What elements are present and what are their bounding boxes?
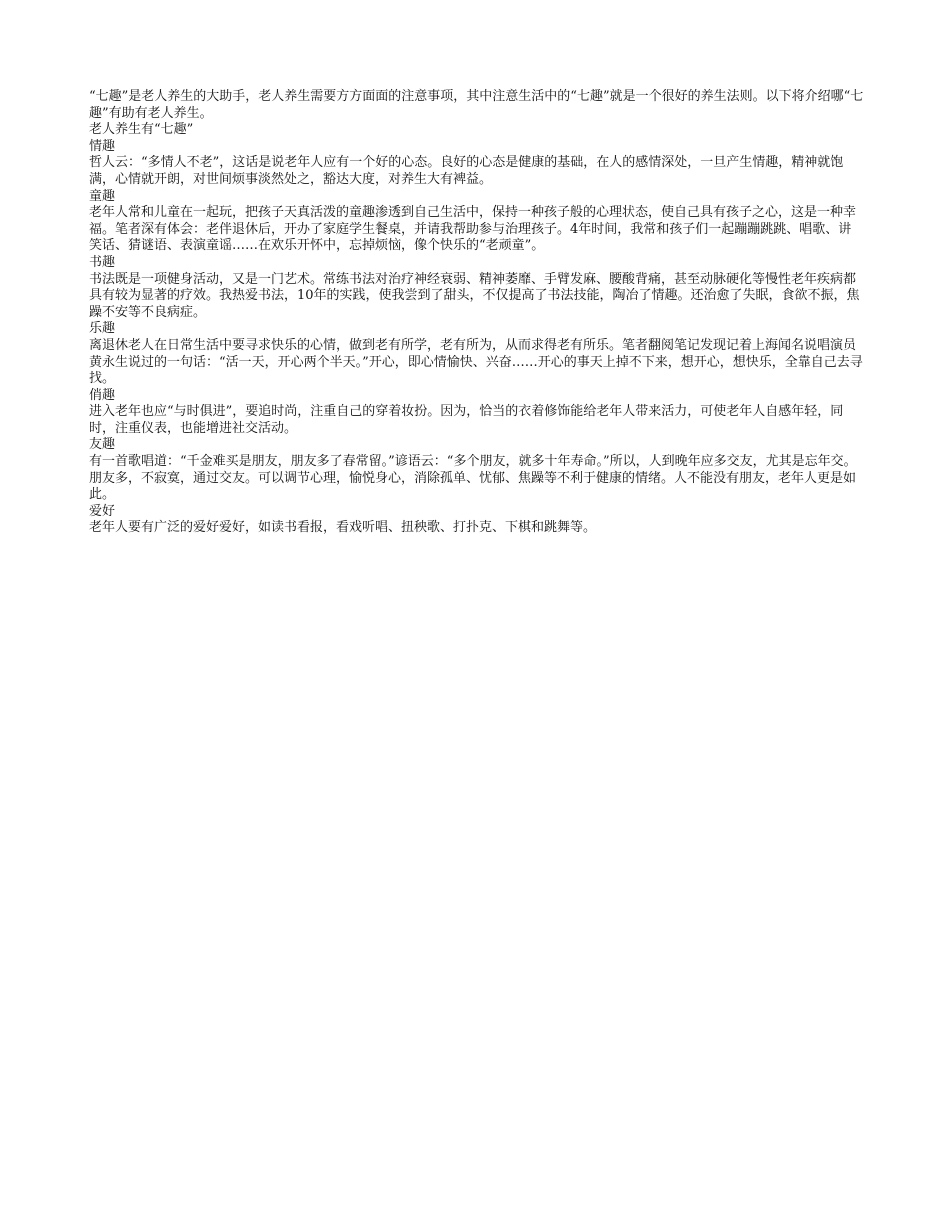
section-heading-aihao: 爱好	[89, 503, 116, 519]
article-intro: “七趣”是老人养生的大助手，老人养生需要方方面面的注意事项，其中注意生活中的“七趣”就是一个很好的养生法则。以下将介绍哪“七趣”有助有老人养生。	[89, 89, 864, 121]
section-body-aihao: 老年人要有广泛的爱好爱好，如读书看报，看戏听唱、扭秧歌、打扑克、下棋和跳舞等。	[89, 520, 597, 536]
section-heading-shuqu: 书趣	[89, 254, 116, 270]
section-body-shuqu: 书法既是一项健身活动，又是一门艺术。常练书法对治疗神经衰弱、精神萎靡、手臂发麻、腰酸背痛，甚至动脉硬化等慢性老年疾病都具有较为显著的疗效。我热爱书法，10年的实践，使我尝到了甜头，不仅提高了书法技能，陶冶了情趣。还治愈了失眠，食欲不振，焦躁不安等不良病症。	[89, 271, 860, 320]
section-body-tongqu: 老年人常和儿童在一起玩，把孩子天真活泼的童趣渗透到自己生活中，保持一种孩子般的心理状态，使自己具有孩子之心，这是一种幸福。笔者深有体会：老伴退休后，开办了家庭学生餐桌，并请我帮助参与治理孩子。4年时间，我常和孩子们一起蹦蹦跳跳、唱歌、讲笑话、猜谜语、表演童谣……在欢乐开怀中，忘掉烦恼，像个快乐的“老顽童”。	[89, 205, 857, 254]
section-heading-qingqu: 情趣	[89, 138, 116, 154]
section-heading-lequ: 乐趣	[89, 321, 116, 337]
section-body-qiaoqu: 进入老年也应“与时俱进”，要追时尚，注重自己的穿着妆扮。因为，恰当的衣着修饰能给老年人带来活力，可使老年人自感年轻，同时，注重仪表，也能增进社交活动。	[89, 404, 844, 436]
section-heading-tongqu: 童趣	[89, 188, 116, 204]
section-heading-qiaoqu: 俏趣	[89, 387, 116, 403]
article	[89, 89, 864, 537]
article-title: 老人养生有“七趣”	[89, 122, 194, 138]
section-body-youqu: 有一首歌唱道：“千金难买是朋友，朋友多了春常留。”谚语云：“多个朋友，就多十年寿命。”所以，人到晚年应多交友，尤其是忘年交。朋友多，不寂寞，通过交友。可以调节心理，愉悦身心，消除孤单、忧郁、焦躁等不利于健康的情绪。人不能没有朋友，老年人更是如此。	[89, 454, 857, 503]
section-body-lequ: 离退休老人在日常生活中要寻求快乐的心情，做到老有所学，老有所为，从而求得老有所乐。笔者翻阅笔记发现记着上海闻名说唱演员黄永生说过的一句话：“活一天，开心两个半天。”开心，即心情愉快、兴奋……开心的事天上掉不下来，想开心，想快乐，全靠自己去寻找。	[89, 337, 863, 387]
section-body-qingqu: 哲人云：“多情人不老”，这话是说老年人应有一个好的心态。良好的心态是健康的基础，在人的感情深处，一旦产生情趣，精神就饱满，心情就开朗，对世间烦事淡然处之，豁达大度，对养生大有裨益。	[89, 155, 844, 187]
section-heading-youqu: 友趣	[89, 437, 116, 453]
